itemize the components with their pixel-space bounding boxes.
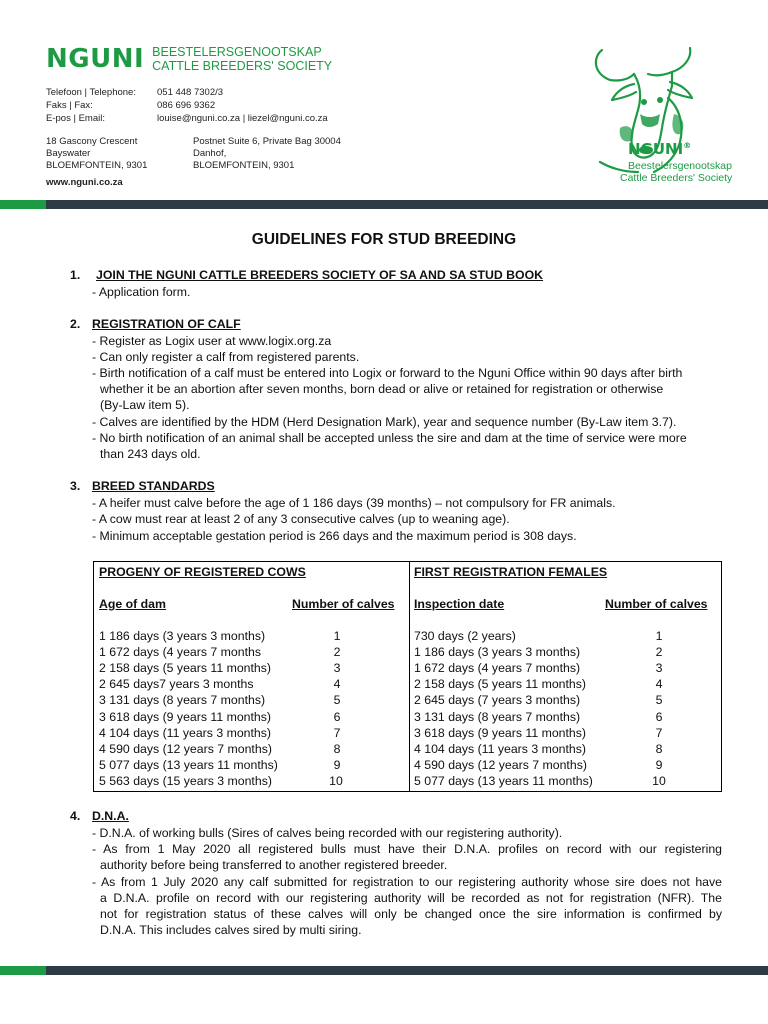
section-number: 4. <box>70 809 81 823</box>
tel-value: 051 448 7302/3 <box>157 87 224 98</box>
table-cell-age: 3 131 days (8 years 7 months) <box>99 693 266 708</box>
table-cell-inspection-date: 3 618 days (9 years 11 months) <box>414 725 587 740</box>
table-cell-count: 6 <box>333 709 341 724</box>
section-number: 3. <box>70 479 81 493</box>
letterhead-brand <box>46 44 332 74</box>
postal-address-line: Danhof, <box>193 148 227 159</box>
table-cell-age: 2 158 days (5 years 11 months) <box>99 661 272 676</box>
table-cell-count: 7 <box>655 725 663 740</box>
table-cell-age: 5 563 days (15 years 3 months) <box>99 773 272 788</box>
table-heading-progeny: PROGENY OF REGISTERED COWS <box>99 565 306 579</box>
section-line: a D.N.A. profile on record with our registering authority will be recorded as not for registration (NFR). The <box>100 891 722 905</box>
table-cell-count: 2 <box>333 645 341 660</box>
postal-address-line: Postnet Suite 6, Private Bag 30004 <box>193 136 341 147</box>
table-cell-age: 5 077 days (13 years 11 months) <box>99 757 278 772</box>
table-cell-inspection-date: 1 672 days (4 years 7 months) <box>414 661 581 676</box>
section-line: - Birth notification of a calf must be entered into Logix or forward to the Nguni Office within 90 days after birth <box>92 366 683 380</box>
section-line: - Register as Logix user at www.logix.org.za <box>92 334 332 348</box>
section-title: JOIN THE NGUNI CATTLE BREEDERS SOCIETY OF SA AND SA STUD BOOK <box>96 268 544 282</box>
section-line: - Can only register a calf from registered parents. <box>92 350 360 364</box>
table-cell-count: 4 <box>655 677 663 692</box>
section-line: (By-Law item 5). <box>100 398 190 412</box>
street-address-line: Bayswater <box>46 148 91 159</box>
email-label: E-pos | Email: <box>46 113 105 124</box>
section-line: not for registration status of these calves will only be changed once the sire information is confirmed by <box>100 907 722 921</box>
logo-subtitle-afrikaans: Beestelersgenootskap <box>628 160 732 172</box>
table-cell-count: 3 <box>333 661 341 676</box>
table-cell-count: 8 <box>333 741 341 756</box>
website-link[interactable]: www.nguni.co.za <box>46 177 123 188</box>
table-cell-count: 8 <box>655 741 663 756</box>
brand-subtitle-english: CATTLE BREEDERS' SOCIETY <box>152 59 333 73</box>
page-title: GUIDELINES FOR STUD BREEDING <box>251 231 517 248</box>
table-cell-inspection-date: 2 645 days (7 years 3 months) <box>414 693 581 708</box>
table-cell-inspection-date: 4 104 days (11 years 3 months) <box>414 741 587 756</box>
table-cell-count: 5 <box>655 693 663 708</box>
table-cell-age: 1 672 days (4 years 7 months <box>99 645 261 660</box>
brand-name: NGUNI <box>46 44 145 74</box>
table-cell-count: 1 <box>333 629 341 643</box>
street-address-line: BLOEMFONTEIN, 9301 <box>46 160 148 171</box>
email-value[interactable]: louise@nguni.co.za | liezel@nguni.co.za <box>157 113 328 124</box>
table-cell-count: 9 <box>655 757 663 772</box>
header-divider-bar <box>0 200 768 209</box>
breed-standards-table <box>93 561 722 792</box>
table-cell-inspection-date: 5 077 days (13 years 11 months) <box>414 773 593 788</box>
table-cell-inspection-date: 4 590 days (12 years 7 months) <box>414 757 587 772</box>
section-line: - As from 1 July 2020 any calf submitted for registration to our registering authority whose sire does not have <box>92 875 722 889</box>
table-cell-count: 6 <box>655 709 663 724</box>
logo-name: NGUNI® <box>628 140 692 158</box>
table-cell-inspection-date: 1 186 days (3 years 3 months) <box>414 645 581 660</box>
table-cell-age: 4 590 days (12 years 7 months) <box>99 741 272 756</box>
section-number: 2. <box>70 317 81 331</box>
table-cell-count: 1 <box>655 629 663 643</box>
section-line: - Minimum acceptable gestation period is 266 days and the maximum period is 308 days. <box>92 529 577 543</box>
fax-value: 086 696 9362 <box>157 100 216 111</box>
section-line: - A heifer must calve before the age of 1 186 days (39 months) – not compulsory for FR animals. <box>92 496 616 510</box>
logo-subtitle-english: Cattle Breeders' Society <box>620 172 733 184</box>
table-cell-inspection-date: 3 131 days (8 years 7 months) <box>414 709 581 724</box>
column-header-age-of-dam: Age of dam <box>99 597 166 611</box>
postal-address-line: BLOEMFONTEIN, 9301 <box>193 160 295 171</box>
street-address-line: 18 Gascony Crescent <box>46 136 138 147</box>
table-heading-first-registration: FIRST REGISTRATION FEMALES <box>414 565 608 579</box>
table-cell-count: 3 <box>655 661 663 676</box>
section-line: - As from 1 May 2020 all registered bulls must have their D.N.A. profiles on record with our registering <box>92 842 722 856</box>
table-cell-age: 3 618 days (9 years 11 months) <box>99 709 272 724</box>
section-line: than 243 days old. <box>100 447 201 461</box>
column-header-inspection-date: Inspection date <box>414 597 505 611</box>
table-cell-count: 4 <box>333 677 341 692</box>
section-line: - D.N.A. of working bulls (Sires of calves being recorded with our registering authority). <box>92 826 563 840</box>
brand-subtitle <box>152 44 332 73</box>
section-title: D.N.A. <box>92 809 129 823</box>
section-line: - No birth notification of an animal shall be accepted unless the sire and dam at the time of service were more <box>92 431 687 445</box>
table-cell-inspection-date: 730 days (2 years) <box>414 629 516 643</box>
section-number: 1. <box>70 268 81 282</box>
section-line: D.N.A. This includes calves sired by multi siring. <box>100 923 362 937</box>
section-title: REGISTRATION OF CALF <box>92 317 241 331</box>
table-cell-count: 5 <box>333 693 341 708</box>
section-line: whether it be an abortion after seven months, born dead or alive or retained for registration or otherwise <box>100 382 664 396</box>
section-line: - Application form. <box>92 285 191 299</box>
contact-block <box>0 87 400 217</box>
brand-subtitle-afrikaans: BEESTELERSGENOOTSKAP <box>152 45 322 59</box>
table-cell-count: 10 <box>652 773 666 788</box>
table-cell-age: 4 104 days (11 years 3 months) <box>99 725 272 740</box>
section-line: - Calves are identified by the HDM (Herd Designation Mark), year and sequence number (By-Law item 3.7). <box>92 415 677 429</box>
table-cell-count: 7 <box>333 725 341 740</box>
table-cell-inspection-date: 2 158 days (5 years 11 months) <box>414 677 587 692</box>
table-cell-count: 2 <box>655 645 663 660</box>
section-line: authority before being transferred to another registered breeder. <box>100 858 448 872</box>
tel-label: Telefoon | Telephone: <box>46 87 136 98</box>
table-cell-count: 10 <box>329 773 343 788</box>
table-cell-count: 9 <box>333 757 341 772</box>
table-cell-age: 1 186 days (3 years 3 months) <box>99 629 266 643</box>
column-header-number-of-calves: Number of calves <box>605 597 708 611</box>
fax-label: Faks | Fax: <box>46 100 93 111</box>
section-line: - A cow must rear at least 2 of any 3 consecutive calves (up to weaning age). <box>92 512 510 526</box>
footer-divider-bar <box>0 966 768 975</box>
section-title: BREED STANDARDS <box>92 479 215 493</box>
table-cell-age: 2 645 days7 years 3 months <box>99 677 254 692</box>
column-header-number-of-calves: Number of calves <box>292 597 395 611</box>
